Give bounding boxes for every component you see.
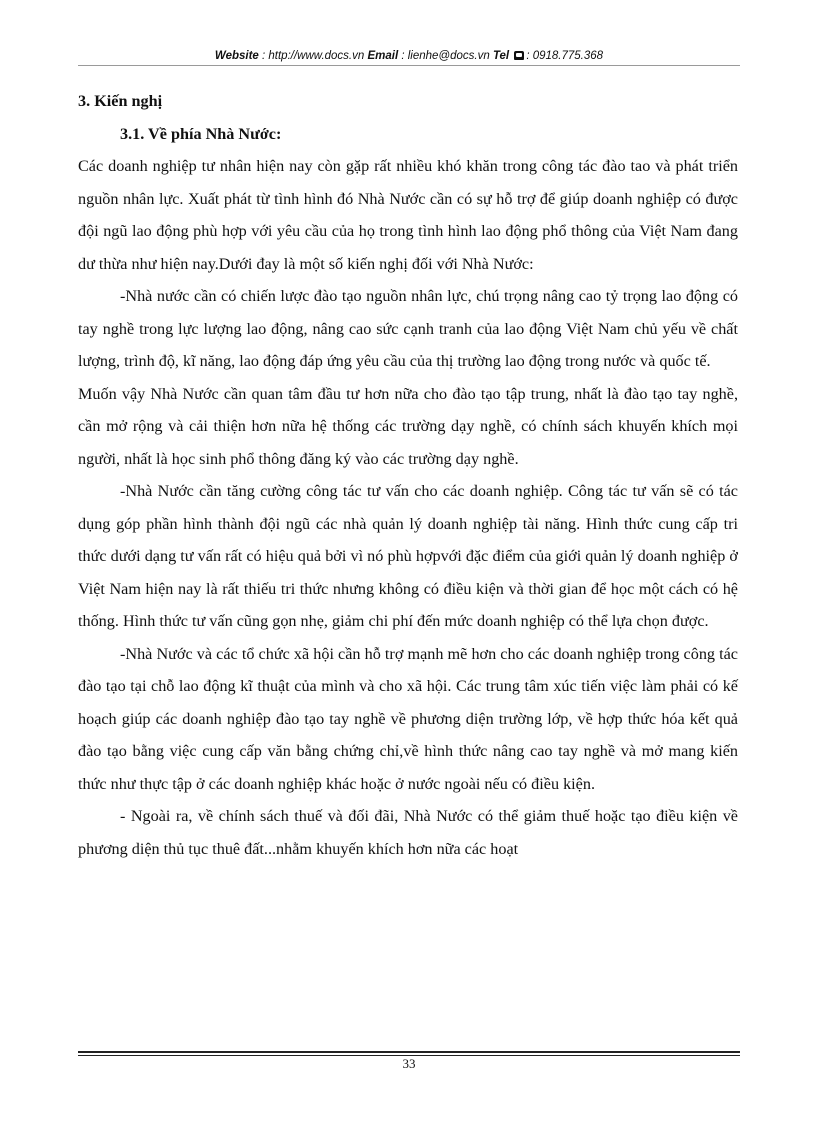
paragraph-tax-policy: - Ngoài ra, về chính sách thuế và đối đãi, Nhà Nước có thể giảm thuế hoặc tạo điều kiện về phương diện thủ tục thuê đất...nhằm khuyến khích hơn nữa các hoạt <box>78 807 738 858</box>
paragraph-intro: Các doanh nghiệp tư nhân hiện nay còn gặp rất nhiều khó khăn trong công tác đào tao và phát triển nguồn nhân lực. Xuất phát từ tình hình đó Nhà Nước cần có sự hỗ trợ để giúp doanh nghiệp có được đội ngũ lao động phù hợp với yêu cầu của họ trong tình hình lao động phổ thông của Việt Nam đang dư thừa như hiện nay.Dưới đay là một số kiến nghị đối với Nhà Nước: <box>78 157 738 273</box>
document-body <box>78 85 738 865</box>
header-divider <box>78 65 740 66</box>
paragraph-strategy: -Nhà nước cần có chiến lược đào tạo nguồn nhân lực, chú trọng nâng cao tỷ trọng lao động có tay nghề trong lực lượng lao động, nâng cao sức cạnh tranh của lao động Việt Nam chủ yếu về chất lượng, trình độ, kĩ năng, lao động đáp ứng yêu cầu của thị trường lao động trong nước và quốc tế. <box>78 287 738 370</box>
footer-divider-thick <box>78 1051 740 1053</box>
telephone-icon <box>514 51 524 60</box>
website-url: : http://www.docs.vn <box>258 50 368 62</box>
paragraph-investment: Muốn vậy Nhà Nước cần quan tâm đầu tư hơn nữa cho đào tạo tập trung, nhất là đào tạo tay nghề, cần mở rộng và cải thiện hơn nữa hệ thống các trường dạy nghề, có chính sách khuyến khích mọi người, nhất là học sinh phổ thông đăng ký vào các trường dạy nghề. <box>78 384 738 468</box>
paragraph-support: -Nhà Nước và các tổ chức xã hội cần hỗ trợ mạnh mẽ hơn cho các doanh nghiệp trong công tác đào tạo tại chỗ lao động kĩ thuật của mình và cho xã hội. Các trung tâm xúc tiến việc làm phải có kế hoạch giúp các doanh nghiệp đào tạo tay nghề về phương diện trường lớp, về hợp thức hóa kết quả đào tạo bằng việc cung cấp văn bằng chứng chỉ,về hình thức nâng cao tay nghề và mở mang kiến thức như thực tập ở các doanh nghiệp khác hoặc ở nước ngoài nếu có điều kiện. <box>78 644 738 793</box>
section-heading: 3. Kiến nghị <box>78 92 163 110</box>
website-label: Website <box>214 50 259 62</box>
tel-label: Tel <box>492 50 513 62</box>
subsection-heading: 3.1. Về phía Nhà Nước: <box>120 124 282 143</box>
tel-number: : 0918.775.368 <box>526 50 604 62</box>
page-header <box>78 47 740 67</box>
page-number: 33 <box>402 1056 416 1071</box>
email-label: Email <box>367 50 399 62</box>
email-address: : lienhe@docs.vn <box>398 50 493 62</box>
paragraph-consulting: -Nhà Nước cần tăng cường công tác tư vấn cho các doanh nghiệp. Công tác tư vấn sẽ có tác dụng góp phần hình thành đội ngũ các nhà quản lý doanh nghiệp tài năng. Hình thức cung cấp tri thức dưới dạng tư vấn rất có hiệu quả bởi vì nó phù hợpvới đặc điểm của giới quản lý doanh nghiệp ở Việt Nam hiện nay là rất thiếu tri thức nhưng không có điều kiện và thời gian để học một cách có hệ thống. Hình thức tư vấn cũng gọn nhẹ, giảm chi phí đến mức doanh nghiệp có thể lựa chọn được. <box>78 482 738 630</box>
